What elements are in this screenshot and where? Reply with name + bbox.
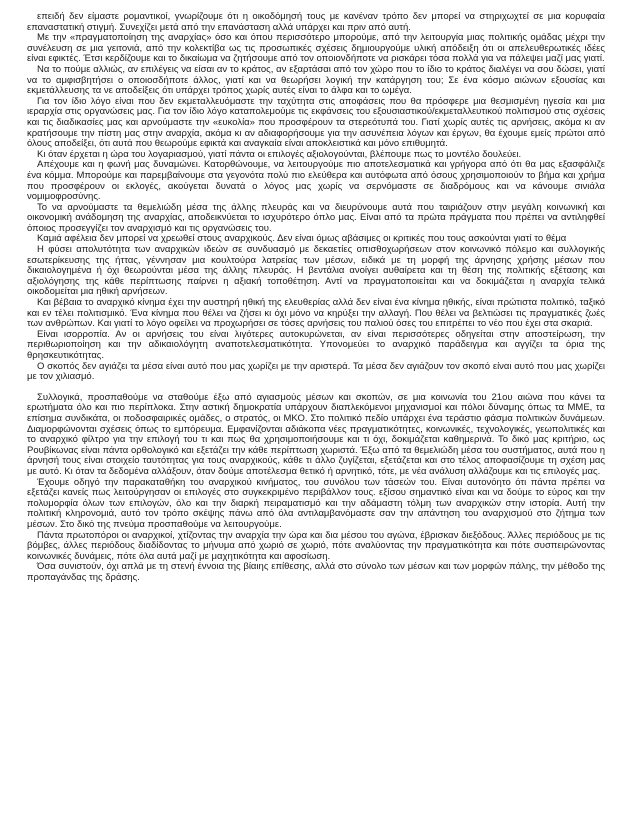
paragraph-7: Το να αρνούμαστε τα θεμελιώδη μέσα της άλλης πλευράς και να διευρύνουμε αυτά που ταιριάζουν στην μεγάλη κοινωνική και οικονομική ανάδομηση της αναρχίας, αποδεικνύεται το ισχυρότερο όπλο μας. Είναι από τα πρώτα πράγματα που πρέπει να αντιληφθεί όποιος προσεγγίζει τον αναρχισμό και τις οργανώσεις του. bbox=[27, 201, 605, 234]
paragraph-15: Πάντα πρωτοπόροι οι αναρχικοί, χτίζοντας την αναρχία την ώρα και δια μέσου του αγώνα, έβρισκαν διεξόδους. Άλλες περιόδους με τις βόμβες, άλλες περιόδους διαδίδοντας το μήνυμα από χωριό σε χωριό, πότε αναλύοντας την πραγματικότητα και πότε συσπειρώνοντας κοινωνικές δυνάμεις, πότε όλα αυτά μαζί με μαχητικότητα και αφοσίωση. bbox=[27, 529, 605, 562]
document-page bbox=[27, 12, 605, 583]
paragraph-14: Έχουμε οδηγό την παρακαταθήκη του αναρχικού κινήματος, του συνόλου των τάσεών του. Είναι αυτονόητο ότι πάντα πρέπει να εξετάζει κανείς πως λειτούργησαν οι επιλογές στο συγκεκριμένο περιβάλλον τους. εξίσου σημαντικό είναι και να δούμε το εύρος και την πολυμορφία όλων των επιλογών, όλο και την διαρκή πειραματισμό και την αδάμαστη τόλμη των αναρχικών στην ιστορία. Αυτή την πολιτική κληρονομιά, αυτό τον τρόπο σκέψης πάνω από όλα αντιλαμβανόμαστε σαν την απάντηση του αναρχισμού στο ζήτημα των μέσων. Στο δικό της πνεύμα προσπαθούμε να λειτουργούμε. bbox=[27, 476, 605, 530]
paragraph-10: Και βέβαια το αναρχικό κίνημα έχει την αυστηρή ηθική της ελευθερίας αλλά δεν είναι ένα κίνημα ηθικής, είναι πρώτιστα πολιτικό, ταξικό και εν τέλει πολιτισμικό. Ένα κίνημα που θέλει να ζήσει κι όχι μόνο να κηρύξει την αλλαγή. Που θέλει να βελτιώσει τις πραγματικές ζωές των ανθρώπων. Και γιατί το λόγο οφείλει να προχωρήσει σε τόσες αρνήσεις του παλιού όσες του επιτρέπει το νέο που έχει στα σκαριά. bbox=[27, 297, 605, 330]
paragraph-9: Η φύσει απολυτότητα των αναρχικών ιδεών σε συνδυασμό με δεκαετίες οπισθοχωρήσεων στον κοινωνικό πόλεμο και συλλογικής εσωτερίκευσης της ήττας, γέννησαν μια κουλτούρα λατρείας των μέσων, ειδικά με τη μορφή της άρνησης χρήσης μέσων που δικαιολογημένα ή όχι θεωρούνται μέσα της άλλης πλευράς. Η βεντάλια ανοίγει αυθαίρετα και τη θέση της πολιτικής εξέτασης και αξιολόγησης της κάθε περίπτωσης παίρνει η αξιακή τοποθέτηση. Αντί να πραγματοποιείται και να δοκιμάζεται η αναρχία τελικά οικοδομείται μια ηθική αρνήσεων. bbox=[27, 244, 605, 298]
paragraph-8: Καμιά αφέλεια δεν μπορεί να χρεωθεί στους αναρχικούς. Δεν είναι όμως αβάσιμες οι κριτικές που τους ασκούνται γιατί το θέμα bbox=[37, 233, 567, 245]
paragraph-3: Να το πούμε αλλιώς, αν επιλέγεις να είσαι αν το κράτος, αν εξαρτάσαι από τον χώρο που το ίδιο το κράτος διαλέγει να σου δώσει, γιατί να το αμφισβητήσει ο οποιοσδήποτε άλλος, γιατί και να θεωρήσει λογική την κατάργηση του; Σε ένα κόσμο αιώνων εξουσίας και εκμετάλλευσης τα νε αποδείξεις ότι υπάρχει τρόπος χωρίς αυτές είναι το άλφα και το ωμέγα. bbox=[27, 63, 605, 97]
paragraph-1: επειδή δεν είμαστε ρομαντικοί, γνωρίζουμε ότι η οικοδόμησή τους με κανέναν τρόπο δεν μπορεί να στηριχωχτεί σε μια κορυφαία επαναστατική στιγμή. Συνεχίζει μετά από την επανάσταση αλλά υπάρχει και πριν από αυτή. bbox=[27, 11, 605, 33]
paragraph-12: Ο σκοπός δεν αγιάζει τα μέσα είναι αυτό που μας χωρίζει με την αριστερά. Τα μέσα δεν αγιάζουν τον σκοπό είναι αυτό που μας χωρίζει με τον χιλιασμό. bbox=[27, 360, 605, 383]
paragraph-4: Για τον ίδιο λόγο είναι που δεν εκμεταλλευόμαστε την ταχύτητα στις αποφάσεις που θα πρόσφερε μια θεσμισμένη ηγεσία και μια ιεραρχία στις οργανώσεις μας. Για τον ίδιο λόγο καταπολεμούμε τις εκφάνσεις του εξουσιαστικού/εκμεταλλευτικού πολιτισμού στις σχέσεις και τις διαδικασίες μας και αρνούμαστε την «ευκολία» που προσφέρουν τα στερεότυπά του. Γιατί χωρίς αυτές τις αρνήσεις, ακόμα κι αν κρατήσουμε την πίστη μας στην αναρχία, ακόμα κι αν αδιαφορήσουμε για την ασυνέπεια λόγων και έργων, θα έχουμε εμείς πρώτοι από όλους αποδείξει, ότι αυτά που θεωρούμε εφικτά και αναγκαία είναι αποκλειστικά και μόνο επιθυμητά. bbox=[27, 95, 605, 150]
paragraph-6: Απέχουμε και η φωνή μας δυναμώνει. Κατορθώνουμε, να λειτουργούμε πιο αποτελεσματικά και γρήγορα από ότι θα μας εξασφάλιζε ένα κόμμα. Μπορούμε και παρεμβαίνουμε στα γεγονότα πολύ πιο ελεύθερα και αυτόφωτα από όσους χρησιμοποιούν το βήμα και χρήμα που προσφέρουν οι εκλογές, ακούγεται δυνατά ο λόγος μας χωρίς να σερνόμαστε σε διαδρόμους και να κάνουμε σινιάλα νομιμοφροσύνης. bbox=[27, 159, 605, 203]
paragraph-2: Με την «πραγματοποίηση της αναρχίας» όσο και όπου περισσότερο μπορούμε, από την λειτουργία μιας πολιτικής ομάδας μέχρι την συνέλευση σε μια γειτονιά, από την κολεκτίβα ως τις προσωπικές σχέσεις δημιουργούμε υλική απόδειξη ότι οι απελευθερωτικές ιδέες είναι εφικτές. Έτσι κερδίζουμε και το δικαίωμα να ζητήσουμε από τον οποιονδήποτε να ρισκάρει τόσα πολλά για να πάλεψει μαζί μας γιατί. bbox=[27, 32, 605, 65]
paragraph-16: Όσα συνιστούν, όχι απλά με τη στενή έννοια της βίαιης επίθεσης, αλλά στο σύνολο των μέσων και των μορφών πάλης, την μέθοδο της προπαγάνδας της δράσης. bbox=[27, 561, 605, 583]
paragraph-5: Κι όταν έρχεται η ώρα του λογαριασμού, γιατί πάντα οι επιλογές αξιολογούνται, βλέπουμε πως το μοντέλο δουλεύει. bbox=[37, 148, 522, 160]
paragraph-13: Συλλογικά, προσπαθούμε να σταθούμε έξω από αγιασμούς μέσων και σκοπών, σε μια κοινωνία του 21ου αιώνα που κάνει τα ερωτήματα όλο και πιο περίπλοκα. Στην αστική δημοκρατία υπάρχουν διαπλεκόμενοι μηχανισμοί και πόλοι δύναμης όπως τα ΜΜΕ, τα επίσημα συνδικάτα, οι ποδοσφαιρικές ομάδες, ο στρατός, οι ΜΚΟ. Στο πολιτικό πεδίο υπάρχει ένα τεράστιο φάσμα πολιτικών δυνάμεων. Διαμορφώνονται σχέσεις όπως το εμπόρευμα. Εμφανίζονται αδιάκοπα νέες πραγματικότητες, κοινωνικές, τεχνολογικές, γεωπολιτικές και το αναρχικό φίλτρο για την επιλογή του τι και πως θα χρησιμοποιήσουμε και τι όχι, δοκιμάζεται καθημερινά. Το δικό μας κριτήριο, ως Ρουβίκωνας είναι πάντα ορθολογικό και εξετάζει την κάθε περίπτωση χωριστά. Έξω από τα θεμελιώδη μέσα του συστήματος, αυτά που η άρνησή τους είναι στοιχείο ταυτότητας για τους αναρχικούς, κάθε τι άλλο ζυγίζεται, εξετάζεται και στο τέλος αποφασίζουμε τη σχέση μας με αυτό. Κι όταν τα δεδομένα αλλάξουν, όταν δούμε αποτέλεσμα θετικό ή αρνητικό, τότε, με νέα ανάλυση αλλάζουμε και τις επιλογές μας. bbox=[27, 391, 605, 477]
paragraph-11: Είναι ισορροπία. Αν οι αρνήσεις του είναι λιγότερες αυτοκυρώνεται, αν είναι περισσότερες οδηγείται στην αποστείρωση, την περιθωριοποίηση και την αδικαιολόγητη αναποτελεσματικότητα. Υπονομεύει το αναρχικό παράδειγμα και αγγίζει τα όρια της θρησκευτικότητας. bbox=[27, 328, 605, 361]
